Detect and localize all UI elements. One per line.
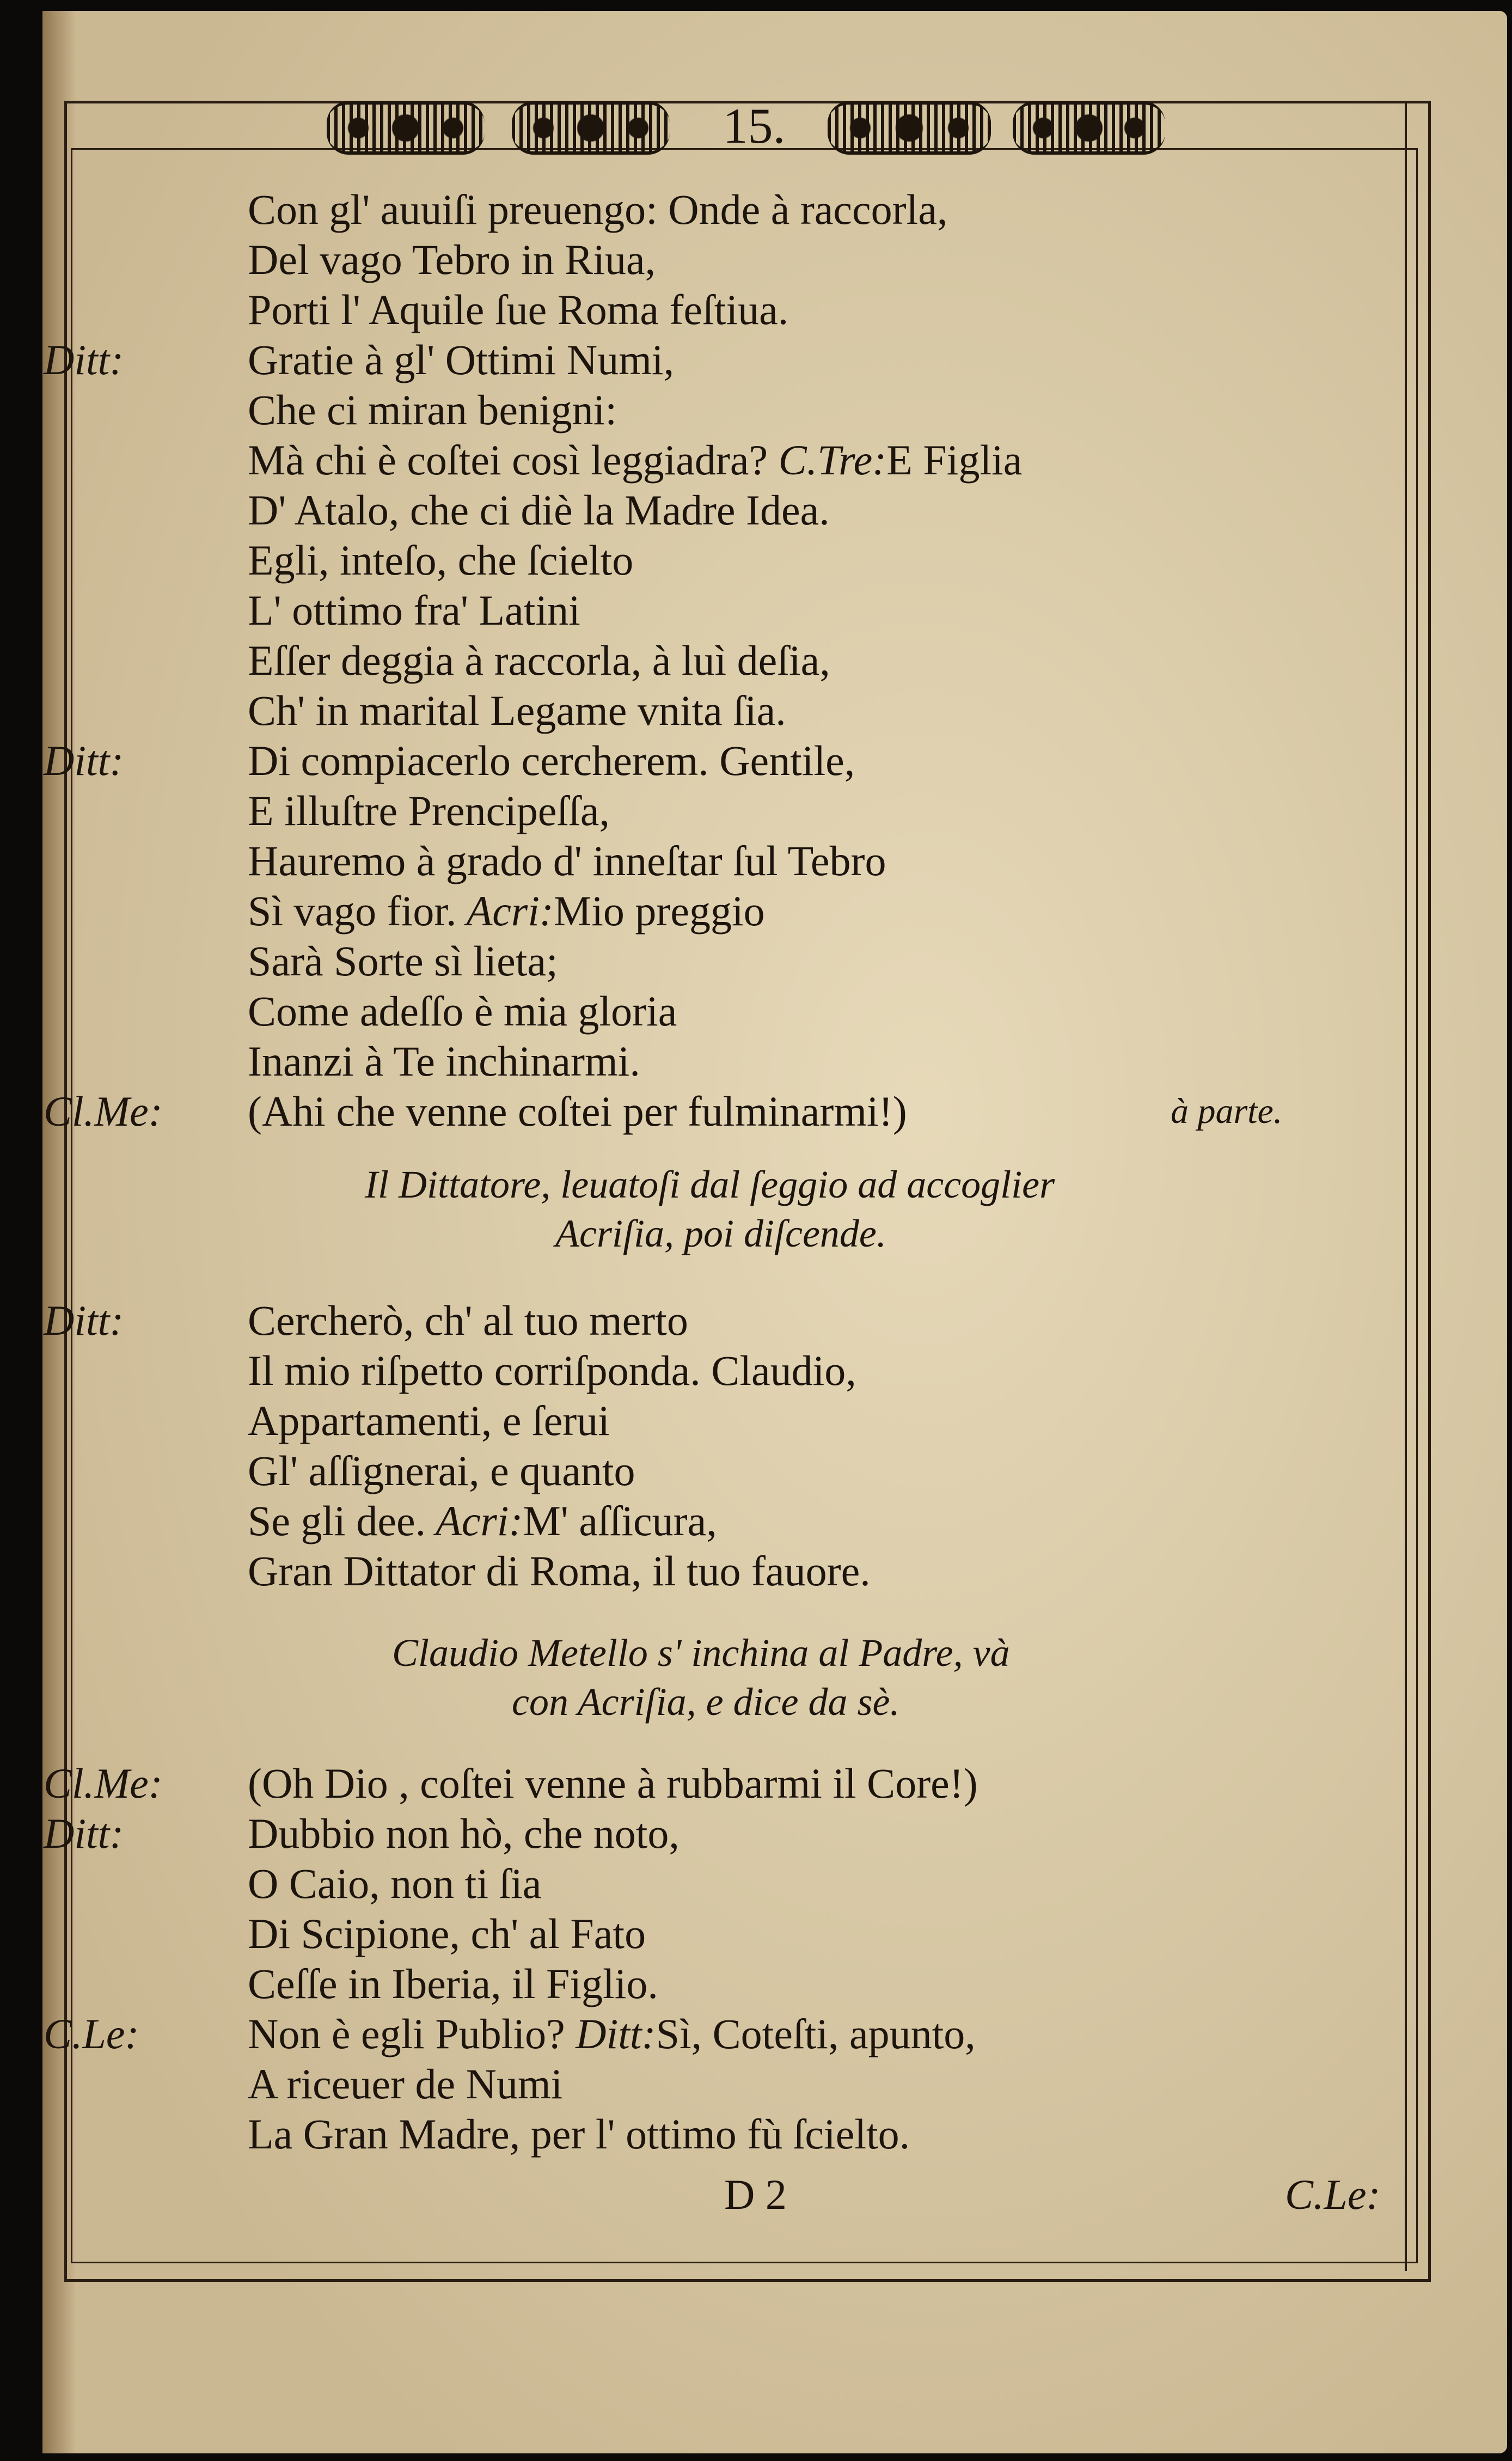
verse-line (109, 1446, 635, 1495)
verse-line (109, 2110, 910, 2159)
inline-speaker-label: Acri: (426, 1497, 523, 1544)
stage-direction-1-line-2: Acriſia, poi diſcende. (555, 1212, 886, 1255)
verse-line (109, 285, 788, 334)
verse-text: Come adeſſo è mia gloria (248, 987, 677, 1035)
verse-text: Porti l' Aquile ſue Roma feſtiua. (248, 286, 789, 333)
verse-text: Di compiacerlo cercherem. Gentile, (248, 737, 855, 784)
aside-direction: à parte. (1171, 1091, 1283, 1131)
verse-line (109, 1547, 871, 1596)
verse-line (109, 786, 610, 835)
verse-line (109, 185, 947, 234)
verse-text: Mà chi è coſtei così leggiadra? (248, 436, 768, 484)
verse-text: Gran Dittator di Roma, il tuo fauore. (248, 1547, 871, 1595)
verse-line (109, 1959, 658, 2008)
verse-text: Ch' in marital Legame vnita ſia. (248, 687, 786, 734)
verse-line (44, 335, 675, 384)
verse-text: La Gran Madre, per l' ottimo fù ſcielto. (248, 2110, 910, 2158)
inline-speaker-label: Acri: (456, 887, 554, 935)
verse-text: L' ottimo fra' Latini (248, 587, 580, 634)
verse-line (109, 586, 580, 635)
verse-line (109, 486, 830, 535)
speaker-label: Ditt: (44, 1810, 124, 1857)
verse-text: Sarà Sorte sì lieta; (248, 937, 558, 985)
verse-line (109, 1396, 610, 1445)
verse-line (109, 937, 558, 986)
verse-line (109, 235, 656, 284)
verse-text-continued: Mio preggio (553, 887, 765, 935)
speaker-label: Cl.Me: (44, 1760, 163, 1807)
verse-line (109, 1909, 646, 1958)
verse-text: Eſſer deggia à raccorla, à luì deſia, (248, 637, 830, 684)
verse-line (109, 1497, 717, 1546)
verse-line (109, 2060, 562, 2109)
stage-direction-2-line-1: Claudio Metello s' inchina al Padre, và (392, 1631, 1010, 1675)
verse-line (109, 436, 1022, 485)
verse-line (44, 2010, 976, 2059)
verse-text: Hauremo à grado d' inneſtar ſul Tebro (248, 837, 886, 884)
verse-text: D' Atalo, che ci diè la Madre Idea. (248, 486, 830, 534)
verse-text: E illuſtre Prencipeſſa, (248, 787, 610, 834)
verse-text: Inanzi à Te inchinarmi. (248, 1037, 640, 1085)
verse-text: Cercherò, ch' al tuo merto (248, 1297, 688, 1344)
verse-line (109, 1346, 856, 1395)
verse-text-continued: M' aſſicura, (523, 1497, 717, 1544)
verse-text: Dubbio non hò, che noto, (248, 1810, 680, 1857)
verse-text: Egli, inteſo, che ſcielto (248, 536, 634, 584)
verse-text: Con gl' auuiſi preuengo: Onde à raccorla, (248, 186, 948, 233)
page-number: 15. (723, 98, 786, 154)
verse-text: (Ahi che venne coſtei per fulminarmi!) (248, 1088, 907, 1135)
verse-text: Non è egli Publio? (248, 2010, 565, 2057)
verse-text: Che ci miran benigni: (248, 386, 617, 433)
verse-text: Di Scipione, ch' al Fato (248, 1910, 646, 1957)
verse-line (44, 1759, 978, 1808)
verse-text: Sì vago fior. (248, 887, 457, 935)
verse-line (109, 686, 786, 735)
catchword: C.Le: (1285, 2171, 1381, 2218)
verse-line (44, 1087, 1283, 1136)
speaker-label: Ditt: (44, 737, 124, 784)
ornament-left-1 (327, 98, 485, 158)
verse-text: Gl' aſſignerai, e quanto (248, 1447, 635, 1494)
verse-text: Gratie à gl' Ottimi Numi, (248, 336, 675, 383)
verse-text: Del vago Tebro in Riua, (248, 236, 656, 283)
verse-line (109, 987, 677, 1036)
verse-line (44, 736, 855, 785)
speaker-label: C.Le: (44, 2010, 139, 2057)
verse-text: Ceſſe in Iberia, il Figlio. (248, 1960, 658, 2007)
verse-line (109, 1859, 541, 1908)
speaker-label: Ditt: (44, 336, 124, 383)
speaker-label: Ditt: (44, 1297, 124, 1344)
verse-text-continued: Sì, Coteſti, apunto, (656, 2010, 976, 2057)
verse-line (109, 1037, 640, 1086)
verse-line (109, 636, 830, 685)
ornament-right-1 (828, 98, 991, 158)
verse-text: Il mio riſpetto corriſponda. Claudio, (248, 1347, 856, 1394)
verse-text-continued: E Figlia (886, 436, 1023, 484)
stage-direction-1-line-1: Il Dittatore, leuatoſi dal ſeggio ad accoglier (365, 1163, 1055, 1206)
verse-line (109, 836, 886, 886)
ornament-right-2 (1013, 98, 1165, 158)
verse-line (109, 887, 765, 936)
verse-text: (Oh Dio , coſtei venne à rubbarmi il Core!) (248, 1760, 978, 1807)
stage-direction-2-line-2: con Acriſia, e dice da sè. (512, 1680, 900, 1724)
signature-mark: D 2 (724, 2171, 787, 2218)
verse-line (44, 1809, 680, 1858)
verse-text: Appartamenti, e ſerui (248, 1397, 610, 1444)
verse-text: Se gli dee. (248, 1497, 426, 1544)
verse-text: O Caio, non ti ſia (248, 1860, 542, 1907)
verse-line (109, 386, 617, 435)
verse-text: A riceuer de Numi (248, 2060, 563, 2108)
ornament-left-2 (512, 98, 670, 158)
page-frame-rule (1405, 103, 1407, 2271)
inline-speaker-label: C.Tre: (768, 436, 887, 484)
speaker-label: Cl.Me: (44, 1088, 163, 1135)
verse-line (44, 1296, 688, 1345)
inline-speaker-label: Ditt: (565, 2010, 656, 2057)
verse-line (109, 536, 633, 585)
